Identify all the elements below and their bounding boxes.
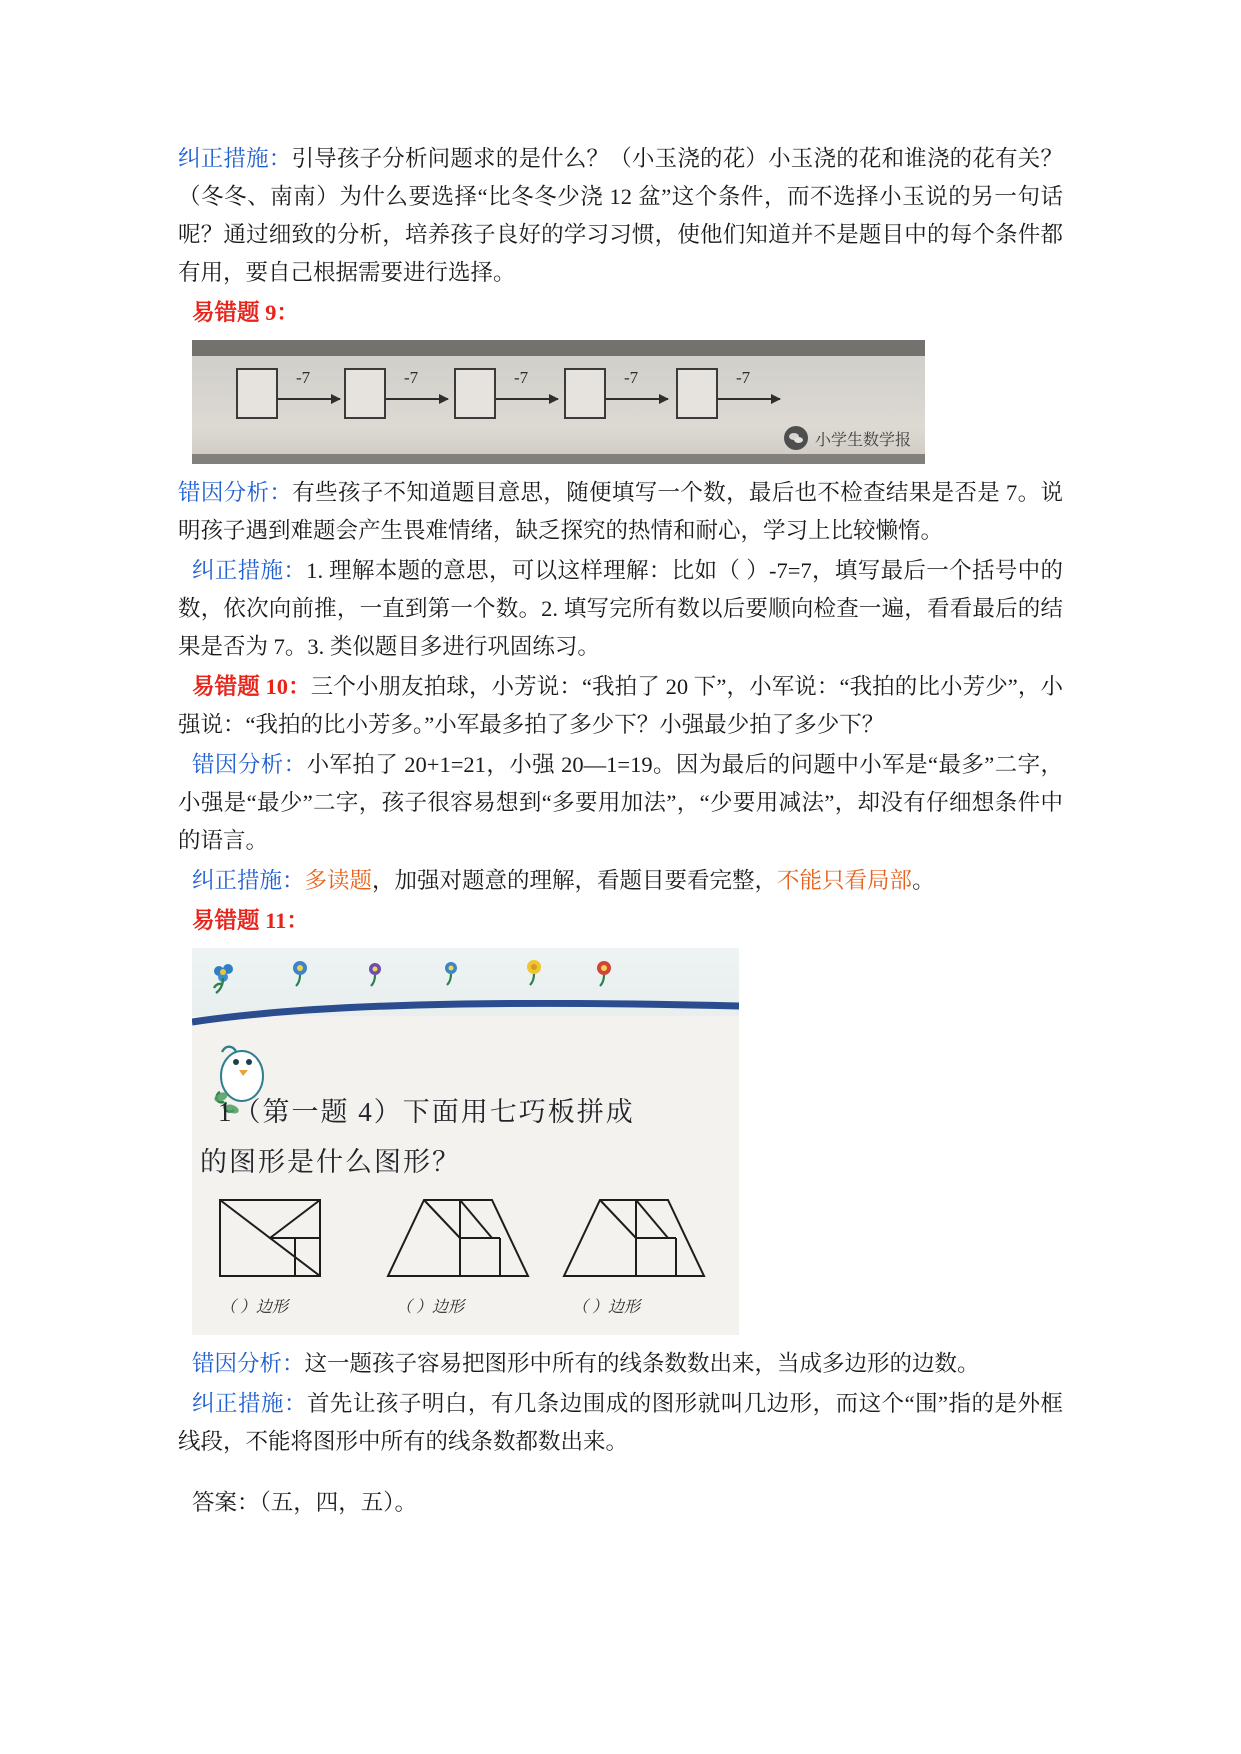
chain-arrow bbox=[386, 398, 448, 400]
problem-11-correction bbox=[178, 1385, 1063, 1461]
analysis-label-10: 错因分析： bbox=[192, 752, 307, 777]
decorative-curve bbox=[192, 1000, 739, 1026]
problem-9-figure bbox=[178, 340, 1063, 464]
chain-operator: -7 bbox=[514, 368, 529, 387]
analysis-label-9: 错因分析： bbox=[178, 480, 293, 505]
analysis-label-11: 错因分析： bbox=[192, 1351, 305, 1376]
problem-9-heading-text: 易错题 9： bbox=[192, 300, 299, 325]
problem-9-analysis bbox=[178, 474, 1063, 550]
photo-bottom-band bbox=[192, 454, 925, 464]
analysis-text-9: 有些孩子不知道题目意思，随便填写一个数，最后也不检查结果是否是 7。说明孩子遇到难题会产生畏难情绪，缺乏探究的热情和耐心，学习上比较懒惰。 bbox=[178, 480, 1063, 543]
chain-arrow bbox=[278, 398, 340, 400]
problem-10-analysis bbox=[178, 746, 1063, 860]
problem-11-heading-text: 易错题 11： bbox=[192, 908, 309, 933]
correction-label-9: 纠正措施： bbox=[192, 558, 307, 583]
photo-top-band bbox=[192, 340, 925, 356]
correction-label-11: 纠正措施： bbox=[192, 1391, 307, 1416]
problem-11-heading bbox=[178, 902, 1063, 940]
wechat-icon bbox=[784, 426, 808, 450]
chain-box bbox=[454, 368, 496, 419]
problem-11-figure bbox=[178, 948, 1063, 1335]
analysis-text-11: 这一题孩子容易把图形中所有的线条数数出来，当成多边形的边数。 bbox=[304, 1351, 980, 1376]
chain-operator: -7 bbox=[296, 368, 311, 387]
problem-11-analysis bbox=[178, 1345, 1063, 1383]
shape-caption-3: （ ）边形 bbox=[572, 1299, 641, 1316]
chain-operator: -7 bbox=[404, 368, 419, 387]
correction-text-10: ，加强对题意的理解，看题目要看完整， bbox=[372, 868, 778, 893]
shape-caption-2: （ ）边形 bbox=[396, 1299, 465, 1316]
correction-text-11: 首先让孩子明白，有几条边围成的图形就叫几边形，而这个“围”指的是外框线段，不能将图形中所有的线条数都数出来。 bbox=[178, 1391, 1063, 1454]
flower-icon bbox=[364, 960, 390, 986]
watermark-label: 小学生数学报 bbox=[814, 431, 911, 449]
chain-arrow bbox=[606, 398, 668, 400]
chain-operator: -7 bbox=[624, 368, 639, 387]
problem-10-correction bbox=[178, 862, 1063, 900]
chain-box bbox=[236, 368, 278, 419]
chain-box bbox=[344, 368, 386, 419]
arrow-chain-photo bbox=[192, 340, 925, 464]
problem-10-stem: 三个小朋友拍球，小芳说：“我拍了 20 下”，小军说：“我拍的比小芳少”，小强说：“我拍的比小芳多。”小军最多拍了多少下？小强最少拍了多少下？ bbox=[178, 674, 1063, 737]
chain-arrow bbox=[496, 398, 558, 400]
problem-11-answer: 答案：（五，四，五）。 bbox=[192, 1489, 418, 1515]
flower-icon bbox=[592, 959, 618, 985]
problem-10-block bbox=[178, 668, 1063, 744]
flower-icon bbox=[210, 962, 236, 988]
flower-icon bbox=[522, 958, 548, 984]
flower-icon bbox=[288, 958, 314, 984]
flower-icon bbox=[440, 959, 466, 985]
problem-9-correction bbox=[178, 552, 1063, 666]
correction-text-10-end: 。 bbox=[912, 868, 935, 893]
correction-label-10: 纠正措施： bbox=[192, 868, 305, 893]
correction-emphasis-2: 不能只看局部 bbox=[777, 868, 913, 893]
analysis-text-10: 小军拍了 20+1=21，小强 20—1=19。因为最后的问题中小军是“最多”二字，小强是“最少”二字，孩子很容易想到“多要用加法”，“少要用减法”，却没有仔细想条件中的语言。 bbox=[178, 752, 1063, 853]
chain-box bbox=[676, 368, 718, 419]
correction-text-8: 引导孩子分析问题求的是什么？（小玉浇的花）小玉浇的花和谁浇的花有关？（冬冬、南南）为什么要选择“比冬冬少浇 12 盆”这个条件，而不选择小玉说的另一句话呢？通过细致的分析，培养孩子良好的学习习惯，使他们知道并不是题目中的每个条件都有用，要自己根据需要进行选择。 bbox=[178, 146, 1063, 285]
correction-paragraph-8 bbox=[178, 140, 1063, 292]
chain-arrow bbox=[718, 398, 780, 400]
chain-box bbox=[564, 368, 606, 419]
correction-emphasis-1: 多读题 bbox=[304, 868, 373, 893]
tangram-shapes-row bbox=[192, 1186, 739, 1335]
problem-9-heading bbox=[178, 294, 1063, 332]
worksheet-question-line-1: 1（第一题 4）下面用七巧板拼成 bbox=[218, 1097, 635, 1127]
tangram-worksheet-photo bbox=[192, 948, 739, 1335]
problem-10-heading-text: 易错题 10： bbox=[192, 674, 311, 699]
correction-label-8: 纠正措施： bbox=[178, 146, 292, 171]
worksheet-question-line-2: 的图形是什么图形？ bbox=[200, 1147, 461, 1177]
chain-operator: -7 bbox=[736, 368, 751, 387]
shape-caption-1: （ ）边形 bbox=[220, 1299, 289, 1316]
watermark bbox=[784, 426, 911, 450]
correction-text-9: 1. 理解本题的意思，可以这样理解：比如（ ）-7=7，填写最后一个括号中的数，依次向前推，一直到第一个数。2. 填写完所有数以后要顺向检查一遍，看看最后的结果是否为 7。3. 类似题目多进行巩固练习。 bbox=[178, 558, 1063, 659]
